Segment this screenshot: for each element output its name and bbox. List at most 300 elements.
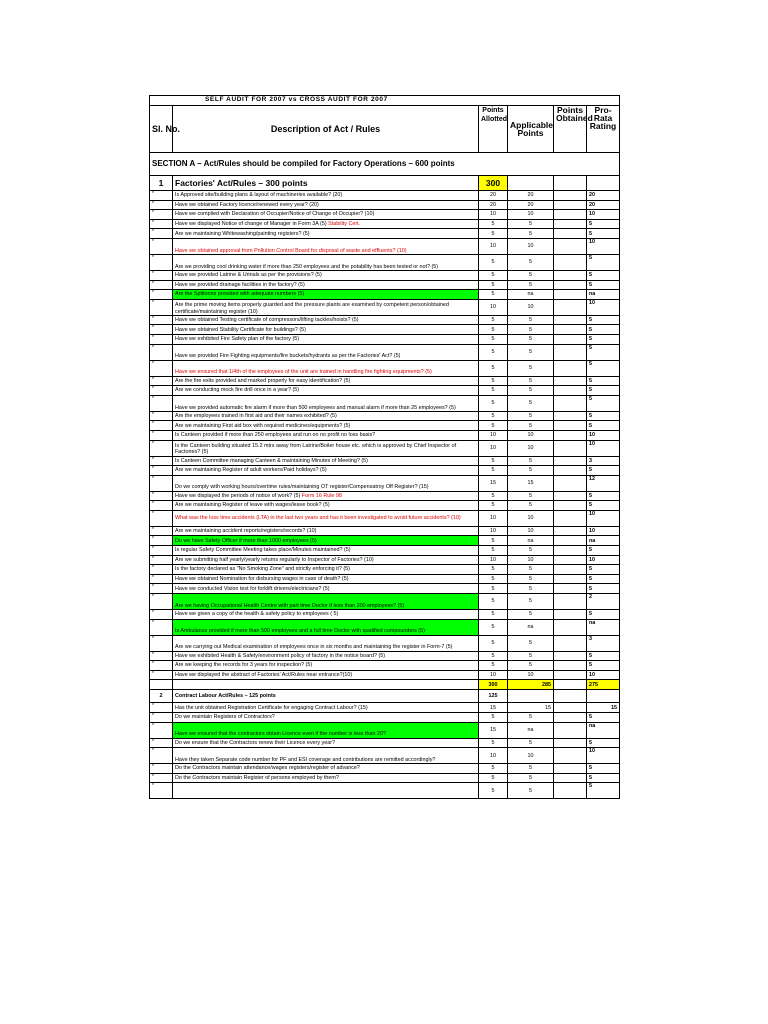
row-prorata: 5	[587, 254, 620, 270]
section-2-points: 125	[479, 690, 508, 703]
factories-item-row	[150, 584, 620, 594]
factories-item-row	[150, 565, 620, 575]
row-bullet: *	[150, 738, 173, 748]
row-applicable: 5	[508, 270, 554, 280]
row-bullet: *	[150, 764, 173, 774]
row-obtained	[554, 360, 587, 376]
row-prorata: 5	[587, 325, 620, 335]
contract-item-row	[150, 713, 620, 723]
row-prorata: 15	[587, 703, 620, 713]
row-description: Have we conducted Vision test for forklift drivers/electricians? (5)	[173, 584, 479, 594]
row-bullet: *	[150, 466, 173, 476]
factories-item-row	[150, 635, 620, 651]
row-prorata: 3	[587, 456, 620, 466]
col-allotted: Points Allotted	[479, 106, 508, 153]
row-obtained	[554, 315, 587, 325]
row-allotted: 5	[479, 574, 508, 584]
col-obtained: Points Obtained	[554, 106, 587, 153]
row-description: Have we complied with Declaration of Occupier/Notice of Change of Occupier? (10)	[173, 210, 479, 220]
row-applicable: 10	[508, 510, 554, 526]
row-prorata: 10	[587, 430, 620, 440]
row-bullet: *	[150, 670, 173, 680]
row-prorata: 5	[587, 395, 620, 411]
row-prorata: 12	[587, 475, 620, 491]
row-description: Are we maintaining Whitewashing/painting registers? (5)	[173, 229, 479, 239]
row-applicable: 15	[508, 703, 554, 713]
row-bullet: *	[150, 584, 173, 594]
row-bullet: *	[150, 722, 173, 738]
row-applicable: 5	[508, 229, 554, 239]
row-description: Are the fire exits provided and marked properly for easy identification? (5)	[173, 376, 479, 386]
row-applicable: 5	[508, 594, 554, 610]
contract-item-row	[150, 773, 620, 783]
row-applicable: 5	[508, 651, 554, 661]
row-allotted: 5	[479, 395, 508, 411]
row-bullet: *	[150, 574, 173, 584]
row-bullet: *	[150, 395, 173, 411]
row-prorata: 10	[587, 510, 620, 526]
factories-item-row	[150, 299, 620, 315]
section-2-blank	[554, 690, 587, 703]
row-obtained	[554, 280, 587, 290]
factories-item-row	[150, 510, 620, 526]
row-applicable: 5	[508, 376, 554, 386]
row-prorata: 20	[587, 200, 620, 210]
row-obtained	[554, 270, 587, 280]
factories-item-row	[150, 430, 620, 440]
row-description: Have we obtained approval from Pollution Control Board for disposal of waste and effluents? (10)	[173, 238, 479, 254]
row-allotted: 5	[479, 584, 508, 594]
row-applicable: 5	[508, 491, 554, 501]
row-obtained	[554, 421, 587, 431]
row-allotted: 5	[479, 411, 508, 421]
row-bullet: *	[150, 783, 173, 799]
row-obtained	[554, 773, 587, 783]
row-applicable: 5	[508, 344, 554, 360]
row-prorata: 5	[587, 466, 620, 476]
row-obtained	[554, 229, 587, 239]
row-bullet: *	[150, 501, 173, 511]
row-applicable: 5	[508, 466, 554, 476]
row-bullet: *	[150, 270, 173, 280]
row-description: Is Canteen Committee managing Canteen & maintaining Minutes of Meeting? (5)	[173, 456, 479, 466]
row-bullet: *	[150, 555, 173, 565]
column-header-row	[150, 106, 620, 153]
col-prorata: Pro-Rata Rating	[587, 106, 620, 153]
row-bullet: *	[150, 200, 173, 210]
row-bullet: *	[150, 325, 173, 335]
row-applicable: 5	[508, 635, 554, 651]
row-obtained	[554, 430, 587, 440]
row-applicable: 5	[508, 584, 554, 594]
row-allotted: 10	[479, 748, 508, 764]
row-allotted: 5	[479, 491, 508, 501]
col-description: Description of Act / Rules	[173, 106, 479, 153]
row-prorata: 5	[587, 738, 620, 748]
row-description: Have we obtained Testing certificate of compressors/lifting tackles/hoists? (5)	[173, 315, 479, 325]
total-allotted: 300	[479, 680, 508, 690]
row-obtained	[554, 610, 587, 620]
row-description: Have we obtained Stability Certificate for buildings? (5)	[173, 325, 479, 335]
row-obtained	[554, 713, 587, 723]
row-bullet: *	[150, 430, 173, 440]
row-description: Have we displayed the periods of notice of work? (5) Form 16 Rule 98	[173, 491, 479, 501]
row-applicable: 5	[508, 360, 554, 376]
factories-item-row	[150, 594, 620, 610]
factories-item-row	[150, 491, 620, 501]
row-note: Stability Cert.	[326, 220, 361, 227]
row-obtained	[554, 619, 587, 635]
factories-item-row	[150, 456, 620, 466]
row-description: Are we maintaining Register of adult workers/Paid holidays? (5)	[173, 466, 479, 476]
row-allotted: 5	[479, 594, 508, 610]
row-description: Are we providing cool drinking water if more than 250 employees and the potability has been tested or not? (5)	[173, 254, 479, 270]
row-prorata: 5	[587, 713, 620, 723]
row-allotted: 5	[479, 773, 508, 783]
row-bullet: *	[150, 594, 173, 610]
row-bullet: *	[150, 191, 173, 201]
row-obtained	[554, 661, 587, 671]
row-prorata: 10	[587, 440, 620, 456]
row-description: Are the Spittoons provided with adequate numbers (5)	[173, 290, 479, 300]
contract-item-row	[150, 738, 620, 748]
factories-item-row	[150, 344, 620, 360]
row-allotted: 15	[479, 722, 508, 738]
factories-item-row	[150, 376, 620, 386]
row-description: Have we given a copy of the health & safety policy to employees ( 5)	[173, 610, 479, 620]
row-applicable: na	[508, 722, 554, 738]
row-description: Are the prime moving items properly guarded and the pressure plants are examined by competent person/obtained certificate/maintaining register (10)	[173, 299, 479, 315]
audit-table	[149, 95, 620, 799]
row-bullet: *	[150, 299, 173, 315]
row-obtained	[554, 254, 587, 270]
row-description: Is Ambulance provided if more than 500 employees and a full time Doctor with qualified compounders (5)	[173, 619, 479, 635]
row-allotted: 5	[479, 376, 508, 386]
row-bullet: *	[150, 254, 173, 270]
factories-item-row	[150, 191, 620, 201]
row-applicable: 10	[508, 238, 554, 254]
row-applicable: 10	[508, 748, 554, 764]
factories-item-row	[150, 325, 620, 335]
row-obtained	[554, 565, 587, 575]
row-obtained	[554, 546, 587, 556]
row-allotted: 15	[479, 475, 508, 491]
row-allotted: 5	[479, 280, 508, 290]
section-a-heading: SECTION A – Act/Rules should be compiled for Factory Operations – 600 points	[150, 153, 620, 176]
row-prorata: na	[587, 722, 620, 738]
factories-item-row	[150, 280, 620, 290]
row-description: Have we provided automatic fire alarm if more than 500 employees and manual alarm if more than 25 employees? (5)	[173, 395, 479, 411]
factories-item-row	[150, 501, 620, 511]
row-obtained	[554, 651, 587, 661]
factories-item-row	[150, 210, 620, 220]
section-2-heading-row	[150, 690, 620, 703]
row-obtained	[554, 764, 587, 774]
row-prorata: 5	[587, 764, 620, 774]
row-applicable: 5	[508, 334, 554, 344]
total-prorata: 275	[587, 680, 620, 690]
row-obtained	[554, 334, 587, 344]
row-allotted: 20	[479, 200, 508, 210]
row-prorata: 5	[587, 651, 620, 661]
factories-item-row	[150, 610, 620, 620]
row-applicable: 10	[508, 299, 554, 315]
row-allotted: 5	[479, 325, 508, 335]
row-prorata: 3	[587, 635, 620, 651]
row-prorata: 5	[587, 773, 620, 783]
row-allotted: 5	[479, 219, 508, 229]
row-description: Are we keeping the records for 3 years for inspection? (5)	[173, 661, 479, 671]
row-applicable: 5	[508, 610, 554, 620]
factories-item-row	[150, 546, 620, 556]
factories-totals-row	[150, 680, 620, 690]
factories-item-row	[150, 360, 620, 376]
row-bullet: *	[150, 334, 173, 344]
row-description: Do we ensure that the Contractors renew their Licence every year?	[173, 738, 479, 748]
factories-item-row	[150, 219, 620, 229]
row-allotted: 10	[479, 238, 508, 254]
row-bullet: *	[150, 565, 173, 575]
row-obtained	[554, 386, 587, 396]
factories-item-row	[150, 619, 620, 635]
row-obtained	[554, 325, 587, 335]
row-obtained	[554, 200, 587, 210]
row-description: Do we comply with working hours/overtime rules/maintaining OT register/Compensatroy Off Register? (15)	[173, 475, 479, 491]
row-bullet: *	[150, 619, 173, 635]
sheet-title: SELF AUDIT FOR 2007 vs CROSS AUDIT FOR 2007	[150, 96, 620, 106]
row-applicable: 10	[508, 526, 554, 536]
row-allotted: 5	[479, 501, 508, 511]
row-prorata: na	[587, 619, 620, 635]
row-obtained	[554, 510, 587, 526]
row-bullet: *	[150, 526, 173, 536]
row-bullet: *	[150, 661, 173, 671]
row-obtained	[554, 344, 587, 360]
row-obtained	[554, 526, 587, 536]
row-description: Is the Canteen building situated 15.2 mtrs away from Latrine/Boiler house etc. which is approved by Chief Inspector of Factories? (5)	[173, 440, 479, 456]
row-description: Have we ensured that 1/4th of the employees of the unit are trained in handling fire fighting equipments? (5)	[173, 360, 479, 376]
factories-item-row	[150, 475, 620, 491]
factories-item-row	[150, 386, 620, 396]
row-allotted: 5	[479, 651, 508, 661]
factories-item-row	[150, 411, 620, 421]
row-obtained	[554, 738, 587, 748]
row-prorata: 5	[587, 421, 620, 431]
row-bullet: *	[150, 360, 173, 376]
row-prorata: 5	[587, 315, 620, 325]
row-obtained	[554, 191, 587, 201]
row-allotted: 10	[479, 210, 508, 220]
row-allotted: 5	[479, 610, 508, 620]
factories-item-row	[150, 440, 620, 456]
row-applicable: 5	[508, 661, 554, 671]
row-applicable: 5	[508, 395, 554, 411]
row-allotted: 10	[479, 299, 508, 315]
row-prorata: 5	[587, 270, 620, 280]
row-description: Have we exhibited Fire Safety plan of the factory (5)	[173, 334, 479, 344]
row-obtained	[554, 456, 587, 466]
row-allotted: 5	[479, 270, 508, 280]
row-obtained	[554, 748, 587, 764]
row-allotted: 10	[479, 440, 508, 456]
factories-item-row	[150, 315, 620, 325]
factories-item-row	[150, 254, 620, 270]
row-prorata: 10	[587, 670, 620, 680]
row-prorata: 10	[587, 526, 620, 536]
row-obtained	[554, 299, 587, 315]
row-allotted: 5	[479, 783, 508, 799]
factories-item-row	[150, 661, 620, 671]
row-description: Are we maintaining First aid box with required medicines/equipments? (5)	[173, 421, 479, 431]
row-applicable: 10	[508, 430, 554, 440]
row-applicable: 15	[508, 475, 554, 491]
audit-sheet	[149, 95, 619, 799]
factories-item-row	[150, 555, 620, 565]
row-applicable: 5	[508, 773, 554, 783]
factories-label: Factories' Act/Rules – 300 points	[173, 176, 479, 191]
row-prorata: 5	[587, 376, 620, 386]
row-bullet: *	[150, 440, 173, 456]
row-prorata: 10	[587, 299, 620, 315]
row-allotted: 5	[479, 661, 508, 671]
row-allotted: 5	[479, 738, 508, 748]
row-applicable: 10	[508, 670, 554, 680]
row-allotted: 5	[479, 619, 508, 635]
row-allotted: 10	[479, 510, 508, 526]
row-allotted: 5	[479, 764, 508, 774]
row-bullet: *	[150, 610, 173, 620]
factories-item-row	[150, 421, 620, 431]
factories-item-row	[150, 290, 620, 300]
row-description: Are the employees trained in first aid and their names exhibited? (5)	[173, 411, 479, 421]
row-applicable: 5	[508, 501, 554, 511]
row-prorata: 5	[587, 584, 620, 594]
row-obtained	[554, 210, 587, 220]
factories-item-row	[150, 466, 620, 476]
row-description: Have we obtained Nomination for disbursing wages in case of death? (5)	[173, 574, 479, 584]
row-allotted: 5	[479, 635, 508, 651]
row-applicable: na	[508, 290, 554, 300]
row-allotted: 5	[479, 536, 508, 546]
title-row	[150, 96, 620, 106]
row-obtained	[554, 475, 587, 491]
row-applicable: 5	[508, 280, 554, 290]
row-obtained	[554, 783, 587, 799]
row-description: Have we exhibited Health & Safety/environment policy of factory in the notice board? (5)	[173, 651, 479, 661]
row-description: Have we ensured that the contractors obtain Licence even if the number is less than 20?	[173, 722, 479, 738]
row-allotted: 5	[479, 546, 508, 556]
row-bullet: *	[150, 635, 173, 651]
row-description: Are we having Occupational Health Centre with part time Doctor if less than 200 employees? (5)	[173, 594, 479, 610]
row-description: Has the unit obtained Registration Certificate for engaging Contract Labour? (15)	[173, 703, 479, 713]
row-allotted: 10	[479, 526, 508, 536]
row-applicable: 10	[508, 440, 554, 456]
totals-blank	[554, 680, 587, 690]
row-prorata: 5	[587, 783, 620, 799]
factories-number: 1	[150, 176, 173, 191]
row-prorata: 5	[587, 360, 620, 376]
row-allotted: 10	[479, 555, 508, 565]
row-obtained	[554, 555, 587, 565]
row-obtained	[554, 411, 587, 421]
row-obtained	[554, 635, 587, 651]
row-bullet: *	[150, 411, 173, 421]
row-allotted: 5	[479, 344, 508, 360]
row-obtained	[554, 670, 587, 680]
row-applicable: 5	[508, 565, 554, 575]
row-allotted: 5	[479, 360, 508, 376]
totals-blank	[173, 680, 479, 690]
row-prorata: na	[587, 290, 620, 300]
row-bullet: *	[150, 229, 173, 239]
row-applicable: na	[508, 619, 554, 635]
row-prorata: 5	[587, 546, 620, 556]
factories-item-row	[150, 334, 620, 344]
row-obtained	[554, 722, 587, 738]
section-2-blank	[508, 690, 554, 703]
row-description: Are we submitting half yearly/yearly returns regularly to Inspector of Factories? (10)	[173, 555, 479, 565]
row-bullet: *	[150, 713, 173, 723]
row-allotted: 5	[479, 315, 508, 325]
row-applicable: 5	[508, 254, 554, 270]
row-description: Have we provided drainage facilities in the factory? (5)	[173, 280, 479, 290]
row-prorata: 10	[587, 210, 620, 220]
row-allotted: 5	[479, 229, 508, 239]
row-bullet: *	[150, 703, 173, 713]
row-allotted: 5	[479, 565, 508, 575]
row-bullet: *	[150, 376, 173, 386]
section-2-label: Contract Labour Act/Rules – 125 points	[173, 690, 479, 703]
row-description: Is the factory declared as "No Smoking Zone" and strictly enforcing it? (5)	[173, 565, 479, 575]
row-description: Are we maintaining accident reports/registers/records? (10)	[173, 526, 479, 536]
row-obtained	[554, 536, 587, 546]
row-applicable: 5	[508, 315, 554, 325]
row-allotted: 10	[479, 430, 508, 440]
row-bullet: *	[150, 421, 173, 431]
row-allotted: 10	[479, 670, 508, 680]
row-description: Do the Contractors maintain attendance/wages registers/register of advance?	[173, 764, 479, 774]
row-obtained	[554, 395, 587, 411]
row-prorata: 5	[587, 219, 620, 229]
row-prorata: 10	[587, 238, 620, 254]
contract-item-row	[150, 722, 620, 738]
factories-item-row	[150, 536, 620, 546]
row-prorata: 5	[587, 501, 620, 511]
row-description: What was the loss time accidents (LTA) in the last two years and has it been investigated to avoid future accidents? (10)	[173, 510, 479, 526]
row-obtained	[554, 703, 587, 713]
row-allotted: 5	[479, 713, 508, 723]
row-allotted: 5	[479, 456, 508, 466]
row-bullet: *	[150, 210, 173, 220]
factories-item-row	[150, 395, 620, 411]
row-applicable: 5	[508, 325, 554, 335]
section-2-number: 2	[150, 690, 173, 703]
row-allotted: 5	[479, 386, 508, 396]
row-obtained	[554, 466, 587, 476]
row-applicable: 5	[508, 546, 554, 556]
row-applicable: 5	[508, 713, 554, 723]
row-bullet: *	[150, 748, 173, 764]
row-prorata: 5	[587, 610, 620, 620]
row-bullet: *	[150, 651, 173, 661]
row-description: Have we displayed Notice of change of Manager in Form 3A (5) Stability Cert.	[173, 219, 479, 229]
row-description: Is Canteen provided if more than 250 employees and run on no profit no loss basis?	[173, 430, 479, 440]
row-description: Have we provided Fire Fighting equipments/fire buckets/hydrants as per the Factories' Act? (5)	[173, 344, 479, 360]
row-applicable: 5	[508, 738, 554, 748]
row-applicable: na	[508, 536, 554, 546]
row-description: Are we maintaining Register of leave with wages/leave book? (5)	[173, 501, 479, 511]
row-description: Are we conducting mock fire drill once in a year? (5)	[173, 386, 479, 396]
